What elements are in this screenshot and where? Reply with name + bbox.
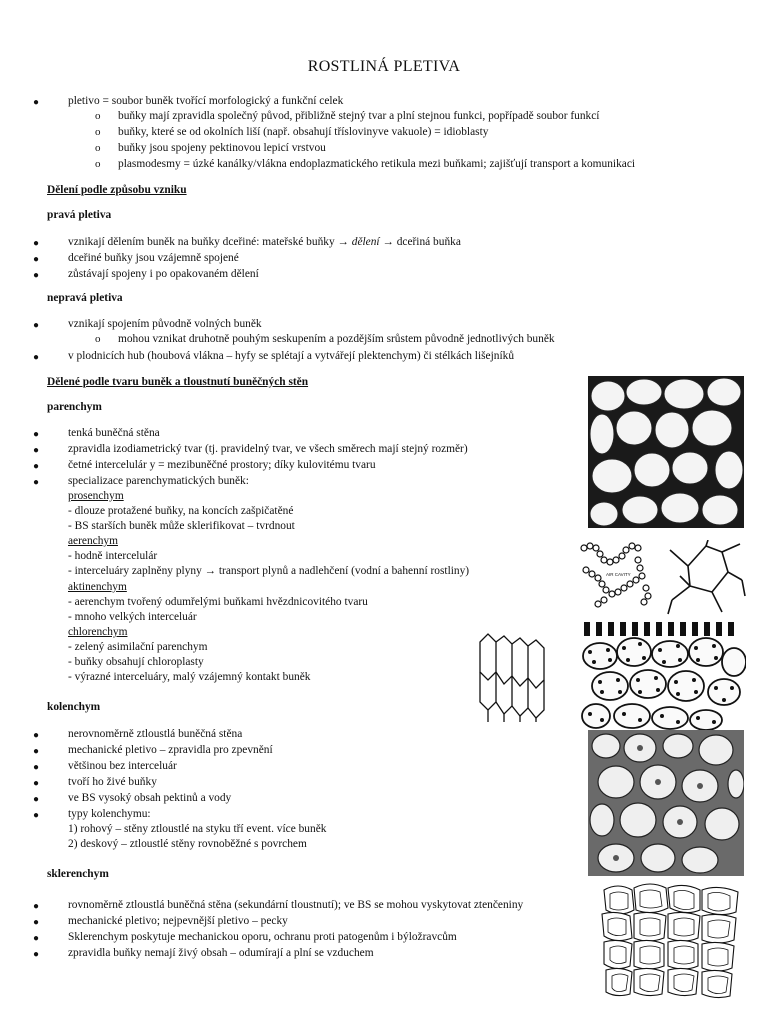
list-item: vznikají spojením původně volných buněk [68, 318, 262, 330]
page-title: ROSTLINÁ PLETIVA [307, 58, 461, 75]
bullet-icon: ● [33, 320, 40, 331]
aktinenchym-figure [666, 540, 746, 618]
list-line: - výrazné interceluáry, malý vzájemný kontakt buněk [68, 671, 311, 683]
list-item: rovnoměrně ztloustlá buněčná stěna (sekundární tloustnutí); ve BS se mohou vyskytovat ztenčeniny [68, 899, 524, 911]
list-item: mechanické pletivo; nejpevnější pletivo – pecky [68, 915, 288, 927]
subsection-heading: kolenchym [47, 701, 101, 713]
list-item: nerovnoměrně ztloustlá buněčná stěna [68, 728, 243, 740]
bullet-icon: ● [33, 901, 40, 912]
emphasis-text: dělení [351, 236, 380, 248]
parenchyma-figure [588, 376, 744, 528]
list-item-text: vznikají dělením buněk na buňky dceřiné: mateřské buňky → [68, 236, 349, 248]
bullet-icon: ● [33, 917, 40, 928]
section-heading: Dělení podle způsobu vzniku [47, 184, 187, 196]
intro-sub-3: buňky jsou spojeny pektinovou lepicí vrstvou [118, 142, 326, 154]
list-item: většinou bez interceluár [68, 760, 177, 772]
subsection-heading: parenchym [47, 401, 102, 413]
bullet-icon: ● [33, 254, 40, 265]
list-line: - hodně intercelulár [68, 550, 158, 562]
intro-sub-4: plasmodesmy = úzké kanálky/vlákna endoplazmatického retikula mezi buňkami; zajišťují transport a komunikaci [118, 158, 636, 170]
list-line: - buňky obsahují chloroplasty [68, 656, 204, 668]
list-item: tvoří ho živé buňky [68, 776, 157, 788]
aerenchym-label: aerenchym [68, 535, 118, 547]
aerenchyma-figure [578, 540, 660, 610]
subsection-heading: pravá pletiva [47, 209, 112, 221]
bullet-icon: ● [33, 933, 40, 944]
circle-bullet-icon: o [95, 142, 101, 154]
air-cavity-label: AIR CAVITY [606, 572, 631, 577]
prosenchym-figure [474, 632, 554, 724]
bullet-icon: ● [33, 477, 40, 488]
list-item: zpravidla izodiametrický tvar (tj. pravidelný tvar, ve všech směrech mají stejný rozměr) [68, 443, 468, 455]
bullet-icon: ● [33, 445, 40, 456]
list-item: tenká buněčná stěna [68, 427, 160, 439]
list-subitem: mohou vznikat druhotně pouhým seskupením a pozdějším srůstem původně jednotlivých buněk [118, 333, 555, 345]
list-item: v plodnicích hub (houbová vlákna – hyfy se splétají a vytvářejí plektenchym) či stélkách lišejníků [68, 350, 515, 362]
bullet-icon: ● [33, 746, 40, 757]
list-line: 2) deskový – ztloustlé stěny rovnoběžné s povrchem [68, 838, 307, 850]
bullet-icon: ● [33, 429, 40, 440]
list-item: dceřiné buňky jsou vzájemně spojené [68, 252, 239, 264]
circle-bullet-icon: o [95, 126, 101, 138]
list-item: Sklerenchym poskytuje mechanickou oporu, ochranu proti patogenům i býložravcům [68, 931, 457, 943]
subsection-heading: nepravá pletiva [47, 292, 123, 304]
list-line: 1) rohový – stěny ztloustlé na styku tří event. více buněk [68, 823, 327, 835]
section-heading: Dělené podle tvaru buněk a tloustnutí buněčných stěn [47, 376, 309, 388]
list-line: - dlouze protažené buňky, na koncích zašpičatěné [68, 505, 294, 517]
prosenchym-label: prosenchym [68, 490, 124, 502]
bullet-icon: ● [33, 352, 40, 363]
circle-bullet-icon: o [95, 158, 101, 170]
list-item: zpravidla buňky nemají živý obsah – odumírají a plní se vzduchem [68, 947, 374, 959]
circle-bullet-icon: o [95, 333, 101, 345]
bullet-icon: ● [33, 949, 40, 960]
subsection-heading: sklerenchym [47, 868, 109, 880]
aktinenchym-label: aktinenchym [68, 581, 127, 593]
list-line: - mnoho velkých interceluár [68, 611, 197, 623]
bullet-icon: ● [33, 762, 40, 773]
kolenchym-figure [588, 730, 744, 876]
list-item-text: → dceřiná buňka [382, 236, 461, 248]
intro-main: pletivo = soubor buněk tvořící morfologický a funkční celek [68, 95, 344, 107]
bullet-icon: ● [33, 810, 40, 821]
intro-sub-2: buňky, které se od okolních liší (např. obsahují tříslovinyve vakuole) = idioblasty [118, 126, 489, 138]
list-item: zůstávají spojeny i po opakovaném dělení [68, 268, 259, 280]
list-line: - BS starších buněk může sklerifikovat – tvrdnout [68, 520, 295, 532]
list-line: - interceluáry zaplněny plyny → transport plynů a nadlehčení (vodní a bahenní rostliny) [68, 565, 470, 577]
list-item: ve BS vysoký obsah pektinů a vody [68, 792, 232, 804]
list-item: specializace parenchymatických buněk: [68, 475, 249, 487]
bullet-icon: ● [33, 461, 40, 472]
list-line: - aerenchym tvořený odumřelými buňkami hvězdnicovitého tvaru [68, 596, 368, 608]
list-item: typy kolenchymu: [68, 808, 151, 820]
bullet-icon: ● [33, 730, 40, 741]
list-item: četné intercelulár y = mezibuněčné prostory; díky kulovitému tvaru [68, 459, 376, 471]
bullet-icon: ● [33, 97, 40, 108]
list-item [68, 235, 461, 251]
intro-sub-1: buňky mají zpravidla společný původ, přibližně stejný tvar a plní stejnou funkci, popřípadě soubor funkcí [118, 110, 600, 122]
bullet-icon: ● [33, 238, 40, 249]
bullet-icon: ● [33, 270, 40, 281]
chlorenchym-figure [580, 622, 746, 730]
bullet-icon: ● [33, 778, 40, 789]
bullet-icon: ● [33, 794, 40, 805]
circle-bullet-icon: o [95, 110, 101, 122]
list-line: - zelený asimilační parenchym [68, 641, 208, 653]
sklerenchym-figure [598, 880, 746, 1002]
list-item: mechanické pletivo – zpravidla pro zpevnění [68, 744, 273, 756]
chlorenchym-label: chlorenchym [68, 626, 128, 638]
